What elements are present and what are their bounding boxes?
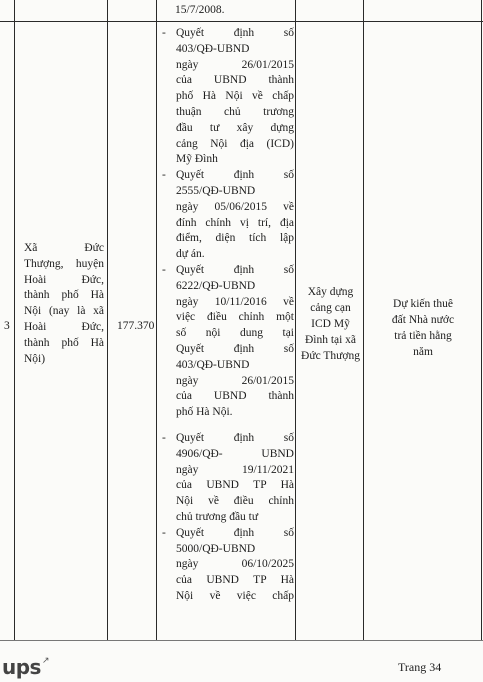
text-line: Dự kiến thuê — [393, 298, 453, 310]
text-line: cảng Nội địa (ICD) — [176, 137, 294, 150]
column-divider — [156, 0, 157, 640]
legal-documents-cell — [160, 26, 294, 605]
text-line: cảng cạn — [310, 302, 351, 314]
text-line: 403/QĐ-UBND — [176, 358, 250, 371]
text-line: thành phố Hà — [24, 289, 104, 302]
table-border-left — [14, 0, 15, 640]
text-line: năm — [413, 346, 433, 358]
text-line: Xã Đức — [24, 242, 104, 254]
text-line: đầu tư xây dựng — [176, 121, 294, 134]
text-line: đính chính vị trí, địa — [176, 216, 294, 229]
text-line: Thượng, huyện — [24, 257, 104, 270]
text-line: Nội về điều chỉnh — [176, 495, 294, 508]
text-line: Hoài Đức, — [24, 320, 104, 333]
text-line: trả tiền hằng — [394, 330, 452, 342]
text-line: thuận chủ trương — [176, 105, 294, 118]
text-line: phố Hà Nội. — [176, 406, 233, 419]
text-line: Nội (nay là xã — [24, 305, 104, 318]
document-text — [176, 168, 294, 263]
column-divider — [295, 0, 296, 640]
footer-divider — [0, 640, 483, 641]
bullet-dash: - — [162, 263, 166, 276]
text-line: Quyết định số — [176, 263, 294, 276]
text-line: việc điều chỉnh một — [176, 311, 294, 324]
text-line: của UBND thành — [176, 74, 294, 87]
project-name-cell — [298, 284, 363, 364]
document-item — [160, 526, 294, 605]
text-line: 403/QĐ-UBND — [176, 42, 250, 55]
text-line: thành phố Hà — [24, 336, 104, 349]
text-line: ngày 06/10/2025 — [176, 558, 294, 571]
text-line: ICD Mỹ — [311, 318, 350, 330]
document-text — [176, 26, 294, 168]
text-line: Đình tại xã — [304, 334, 357, 346]
document-item — [160, 263, 294, 421]
text-line: Quyết định số — [176, 27, 294, 39]
text-line: Quyết định số — [176, 526, 294, 539]
row-number: 3 — [4, 320, 10, 332]
text-line: của UBND thành — [176, 390, 294, 403]
text-line: số nội dung tại — [176, 327, 294, 340]
document-item — [160, 26, 294, 168]
area-value: 177.370 — [117, 320, 155, 332]
ups-logo — [2, 655, 49, 679]
text-line: 6222/QĐ-UBND — [176, 279, 256, 292]
text-line: Quyết định số — [176, 169, 294, 182]
logo-text: ups — [2, 655, 41, 679]
text-line: phố Hà Nội về chấp — [176, 90, 294, 103]
column-divider — [107, 0, 108, 640]
bullet-dash: - — [162, 526, 166, 539]
page-number: Trang 34 — [398, 660, 442, 674]
text-line: Nội về việc chấp — [176, 589, 294, 602]
document-item — [160, 431, 294, 526]
text-line: ngày 26/01/2015 — [176, 58, 294, 71]
text-line: 4906/QĐ- UBND — [176, 447, 294, 460]
document-text — [176, 526, 294, 605]
text-line: Quyết định số — [176, 431, 294, 444]
text-line: Quyết định số — [176, 342, 294, 355]
text-line: ngày 19/11/2021 — [176, 463, 294, 476]
column-divider — [363, 0, 364, 640]
text-line: ngày 05/06/2015 về — [176, 200, 294, 213]
text-line: 5000/QĐ-UBND — [176, 542, 256, 555]
text-line: Mỹ Đình — [176, 153, 218, 166]
land-lease-form-cell — [366, 296, 480, 360]
address-cell — [24, 241, 104, 367]
text-line: của UBND TP Hà — [176, 574, 294, 587]
text-line: Nội) — [24, 352, 46, 365]
logo-mark: ↗ — [41, 656, 50, 667]
text-line: 2555/QĐ-UBND — [176, 184, 256, 197]
row-divider — [0, 21, 483, 22]
text-line: điểm, diện tích lập — [176, 232, 294, 245]
text-line: Xây dựng — [307, 286, 354, 298]
text-line: Hoài Đức, — [24, 273, 104, 286]
previous-row-tail: 15/7/2008. — [175, 4, 225, 16]
text-line: của UBND TP Hà — [176, 479, 294, 492]
bullet-dash: - — [162, 169, 166, 182]
text-line: đất Nhà nước — [391, 314, 455, 326]
bullet-dash: - — [162, 431, 166, 444]
bullet-dash: - — [162, 27, 166, 39]
table-border-right — [481, 0, 482, 640]
document-text — [176, 263, 294, 421]
text-line: dự án. — [176, 248, 205, 261]
text-line: ngày 26/01/2015 — [176, 374, 294, 387]
document-item — [160, 168, 294, 263]
text-line: chủ trương đầu tư — [176, 510, 259, 523]
text-line: Đức Thượng — [301, 350, 360, 362]
document-text — [176, 431, 294, 526]
text-line: ngày 10/11/2016 về — [176, 295, 294, 308]
